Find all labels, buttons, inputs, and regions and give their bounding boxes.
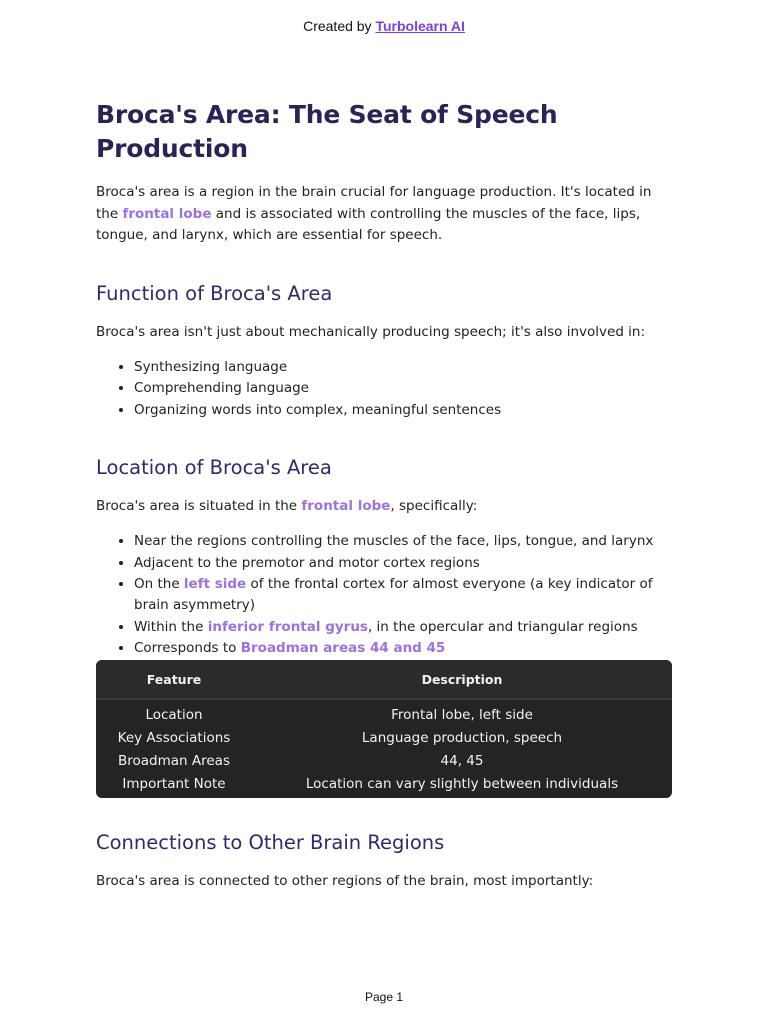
function-text: Broca's area isn't just about mechanically producing speech; it's also involved in:	[96, 323, 646, 340]
item-highlight: Broadman areas 44 and 45	[240, 639, 446, 656]
location-text-post: , specifically:	[390, 497, 478, 514]
function-list	[96, 357, 676, 421]
list-item: • Organizing words into complex, meaningful sentences	[134, 400, 676, 421]
column-header-feature: Feature	[96, 660, 252, 700]
page-title: Broca's Area: The Seat of Speech Production	[96, 100, 558, 163]
location-heading: Location of Broca's Area	[96, 455, 332, 479]
connections-text: Broca's area is connected to other regions of the brain, most importantly:	[96, 873, 594, 890]
item-text: Within the	[134, 618, 208, 635]
table-cell: Location can vary slightly between individuals	[305, 775, 619, 792]
column-header-description: Description	[252, 660, 672, 700]
intro-text-1: Broca's area is a region in the brain crucial for language production. It's located in the	[96, 184, 652, 222]
list-item	[134, 531, 676, 552]
page-header	[0, 18, 768, 34]
connections-heading: Connections to Other Brain Regions	[96, 831, 445, 855]
table-header-row	[96, 660, 672, 700]
page-number: Page 1	[364, 990, 404, 1004]
table-cell: 44, 45	[440, 752, 484, 769]
location-section	[96, 455, 676, 659]
intro-text-2: and is associated with controlling the muscles of the face, lips, tongue, and larynx, which are essential for speech.	[96, 205, 641, 243]
list-item: • Comprehending language	[134, 378, 676, 399]
table-row	[96, 700, 672, 726]
item-text: Corresponds to	[134, 639, 241, 656]
list-item	[134, 553, 676, 574]
item-text: On the	[134, 575, 184, 592]
table-cell: Frontal lobe, left side	[391, 706, 533, 723]
table-cell: Key Associations	[117, 729, 231, 746]
location-highlight-frontal-lobe: frontal lobe	[301, 497, 391, 514]
list-item	[134, 638, 676, 659]
location-text	[96, 496, 676, 518]
location-list	[96, 531, 676, 659]
intro-highlight-frontal-lobe: frontal lobe	[122, 205, 212, 222]
table-row	[96, 726, 672, 749]
header-prefix: Created by	[303, 18, 376, 34]
location-text-pre: Broca's area is situated in the	[96, 497, 302, 514]
turbolearn-link[interactable]: Turbolearn AI	[375, 18, 465, 34]
item-highlight: left side	[183, 575, 247, 592]
document-body	[96, 98, 676, 893]
features-table	[96, 660, 672, 798]
table-cell: Location	[145, 706, 203, 723]
table-cell: Important Note	[122, 775, 226, 792]
item-text: Near the regions controlling the muscles of the face, lips, tongue, and larynx	[134, 533, 654, 550]
table-cell: Language production, speech	[361, 729, 563, 746]
item-highlight: inferior frontal gyrus	[207, 618, 368, 635]
item-text: of the frontal cortex for almost everyone (a key indicator of brain asymmetry)	[134, 575, 653, 614]
list-item: • Synthesizing language	[134, 357, 676, 378]
item-text: Adjacent to the premotor and motor cortex regions	[134, 554, 480, 571]
function-section	[96, 281, 676, 421]
list-item	[134, 574, 676, 617]
list-item	[134, 617, 676, 638]
table-row	[96, 749, 672, 772]
connections-section	[96, 830, 676, 893]
intro-paragraph	[96, 182, 676, 247]
table-row	[96, 772, 672, 798]
item-text: , in the opercular and triangular regions	[367, 618, 638, 635]
table-cell: Broadman Areas	[118, 752, 230, 769]
function-heading: Function of Broca's Area	[96, 281, 333, 305]
